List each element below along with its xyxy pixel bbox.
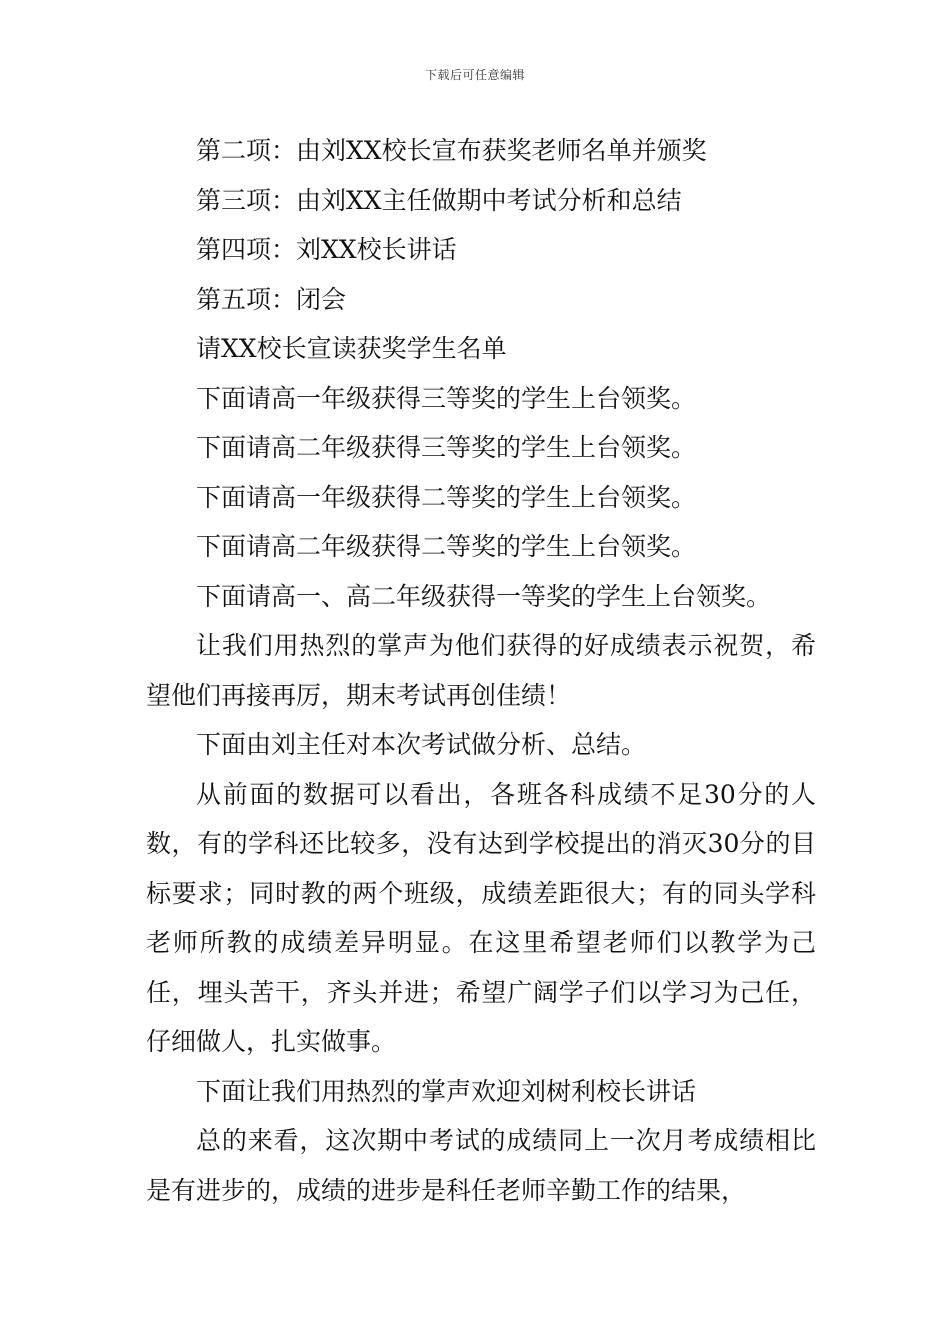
paragraph-speech-intro: 下面让我们用热烈的掌声欢迎刘树利校长讲话 [196,1076,697,1106]
paragraph-award-g1-second: 下面请高一年级获得二等奖的学生上台领奖。 [196,482,697,512]
paragraph-item-3: 第三项：由刘XX主任做期中考试分析和总结 [196,185,682,215]
paragraph-award-g1-third: 下面请高一年级获得三等奖的学生上台领奖。 [196,383,697,413]
paragraph-item-2: 第二项：由刘XX校长宣布获奖老师名单并颁奖 [196,136,707,165]
paragraph-item-5: 第五项：闭会 [196,284,347,314]
document-body [146,126,816,1215]
paragraph-read-names: 请XX校长宣读获奖学生名单 [196,334,507,363]
paragraph-analysis-intro: 下面由刘主任对本次考试做分析、总结。 [196,730,647,759]
paragraph-award-first: 下面请高一、高二年级获得一等奖的学生上台领奖。 [196,581,772,611]
page-header: 下载后可任意编辑 [424,68,525,82]
paragraph-item-4: 第四项：刘XX校长讲话 [196,235,457,264]
paragraph-award-g2-third: 下面请高二年级获得三等奖的学生上台领奖。 [196,433,697,462]
paragraph-speech: 总的来看，这次期中考试的成绩同上一次月考成绩相比是有进步的，成绩的进步是科任老师辛勤工作的结果， [146,1126,816,1205]
paragraph-congratulation: 让我们用热烈的掌声为他们获得的好成绩表示祝贺，希望他们再接再厉，期末考试再创佳绩！ [146,631,816,710]
paragraph-award-g2-second: 下面请高二年级获得二等奖的学生上台领奖。 [196,532,697,561]
paragraph-analysis: 从前面的数据可以看出，各班各科成绩不足30分的人数，有的学科还比较多，没有达到学校提出的消灭30分的目标要求；同时教的两个班级，成绩差距很大；有的同头学科老师所教的成绩差异明显。在这里希望老师们以教学为己任，埋头苦干，齐头并进；希望广阔学子们以学习为己任，仔细做人，扎实做事。 [146,779,816,1056]
